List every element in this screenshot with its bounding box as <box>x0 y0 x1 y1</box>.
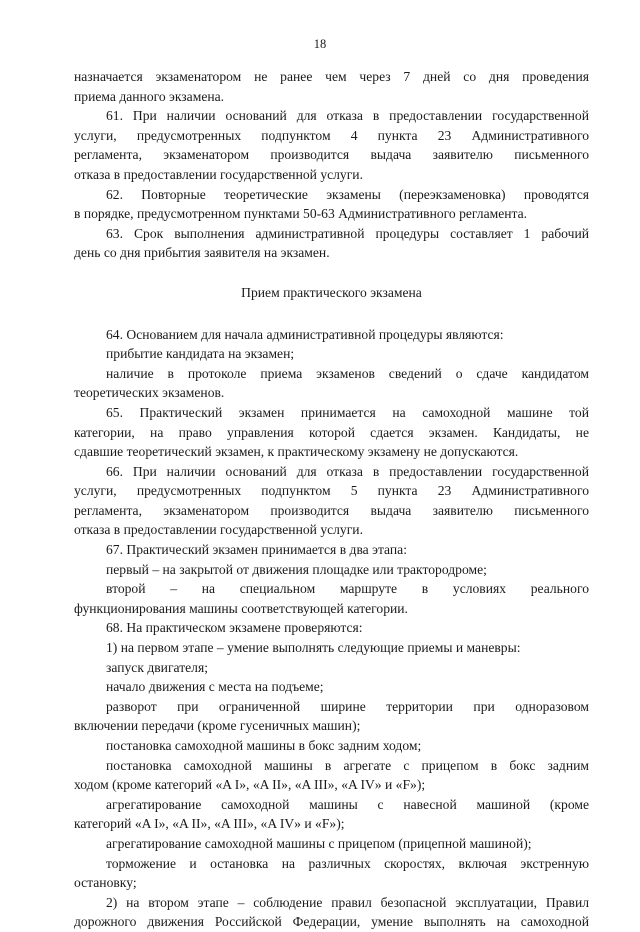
text-line: запуск двигателя; <box>106 659 208 675</box>
text-line: агрегатирование самоходной машины с навесной машиной (кроме <box>106 796 589 812</box>
paragraph <box>74 403 589 462</box>
text-line: назначается экзаменатором не ранее чем через 7 дней со дня проведения <box>74 69 589 84</box>
text-line: торможение и остановка на различных скоростях, включая экстренную <box>106 855 589 871</box>
section-heading: Прием практического экзамена <box>241 284 422 300</box>
text-line: категории, на право управления которой сдается экзамен. Кандидаты, не <box>74 424 589 440</box>
text-line: отказа в предоставлении государственной услуги. <box>74 522 363 538</box>
text-line: регламента, экзаменатором производится выдача заявителю письменного <box>74 147 589 163</box>
text-line: 61. При наличии оснований для отказа в предоставлении государственной <box>106 108 589 124</box>
text-line: остановку; <box>74 875 137 891</box>
paragraph <box>74 224 589 263</box>
text-line: второй – на специальном маршруте в условиях реального <box>106 581 589 597</box>
paragraph <box>74 185 589 224</box>
text-line: сдавшие теоретический экзамен, к практическому экзамену не допускаются. <box>74 444 519 460</box>
text-line: 2) на втором этапе – соблюдение правил безопасной эксплуатации, Правил <box>106 894 589 910</box>
text-line: в порядке, предусмотренном пунктами 50-63 Административного регламента. <box>74 206 528 222</box>
text-line: регламента, экзаменатором производится выдача заявителю письменного <box>74 502 589 518</box>
text-line: отказа в предоставлении государственной услуги. <box>74 166 363 182</box>
paragraph <box>74 462 589 540</box>
text-line: 68. На практическом экзамене проверяются: <box>106 620 363 636</box>
text-line: разворот при ограниченной ширине территории при одноразовом <box>106 698 589 714</box>
text-line: 64. Основанием для начала административной процедуры являются: <box>106 326 504 342</box>
paragraph <box>74 106 589 184</box>
text-line: наличие в протоколе приема экзаменов сведений о сдаче кандидатом <box>106 365 589 381</box>
text-line: теоретических экзаменов. <box>74 385 225 401</box>
paragraph <box>74 618 589 932</box>
text-line: 67. Практический экзамен принимается в два этапа: <box>106 542 407 558</box>
text-line: функционирования машины соответствующей категории. <box>74 600 408 616</box>
text-line: агрегатирование самоходной машины с прицепом (прицепной машиной); <box>106 835 532 851</box>
page-number: 18 <box>313 37 327 51</box>
text-line: 1) на первом этапе – умение выполнять следующие приемы и маневры: <box>106 640 521 656</box>
text-line: ходом (кроме категорий «A I», «A II», «A III», «A IV» и «F»); <box>74 777 426 793</box>
text-line: услуги, предусмотренных подпунктом 5 пункта 23 Административного <box>74 483 589 499</box>
text-line: 63. Срок выполнения административной процедуры составляет 1 рабочий <box>106 225 589 241</box>
text-line: постановка самоходной машины в бокс задним ходом; <box>106 738 422 753</box>
text-line: первый – на закрытой от движения площадке или трактородроме; <box>106 561 487 577</box>
text-line: включении передачи (кроме гусеничных машин); <box>74 718 361 734</box>
paragraph <box>74 540 589 618</box>
text-line: услуги, предусмотренных подпунктом 4 пункта 23 Административного <box>74 127 589 143</box>
paragraph <box>74 325 589 403</box>
text-line: начало движения с места на подъеме; <box>106 679 324 695</box>
text-line: 62. Повторные теоретические экзамены (переэкзаменовка) проводятся <box>106 186 589 202</box>
text-line: 66. При наличии оснований для отказа в предоставлении государственной <box>106 463 589 479</box>
document-body <box>74 67 589 932</box>
text-line: прибытие кандидата на экзамен; <box>106 346 295 362</box>
text-line: 65. Практический экзамен принимается на самоходной машине той <box>106 404 589 420</box>
text-line: постановка самоходной машины в агрегате с прицепом в бокс задним <box>106 757 589 773</box>
paragraph <box>74 67 589 106</box>
text-line: категорий «A I», «A II», «A III», «A IV» и «F»); <box>74 816 345 832</box>
text-line: дорожного движения Российской Федерации, умение выполнять на самоходной <box>74 914 589 930</box>
text-line: день со дня прибытия заявителя на экзамен. <box>74 245 330 261</box>
text-line: приема данного экзамена. <box>74 88 225 104</box>
